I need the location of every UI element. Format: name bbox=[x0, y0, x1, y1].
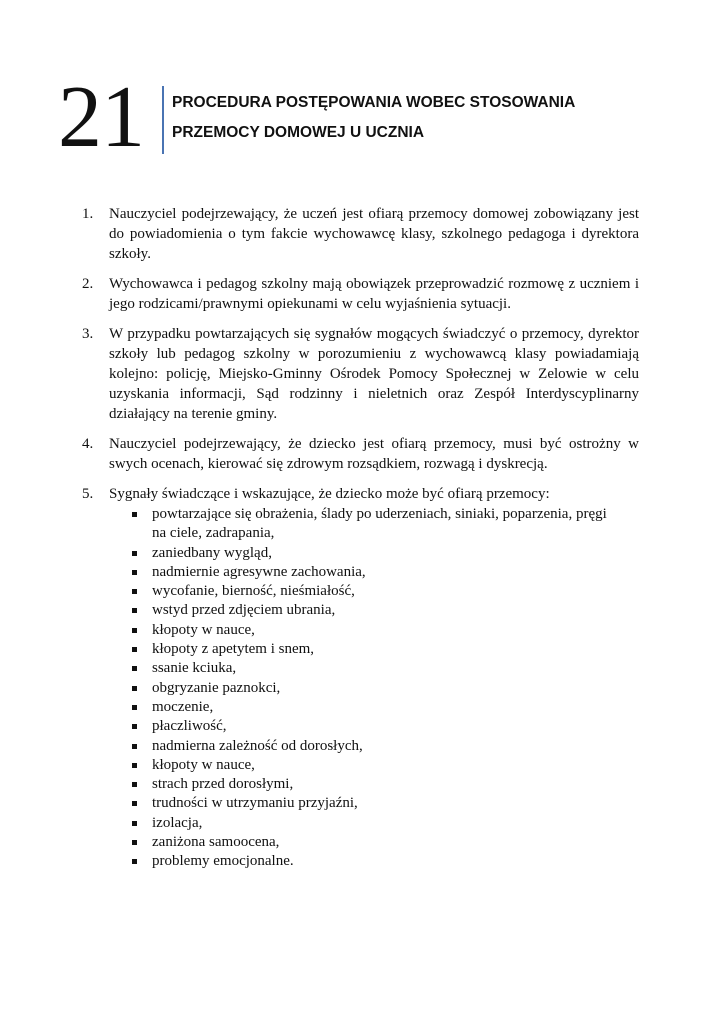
square-bullet-icon bbox=[132, 782, 137, 787]
item-text: Sygnały świadczące i wskazujące, że dziecko może być ofiarą przemocy: bbox=[109, 486, 550, 502]
item-number: 1. bbox=[82, 206, 94, 222]
list-item-text: kłopoty w nauce, bbox=[152, 621, 255, 638]
list-item-text: obgryzanie paznokci, bbox=[152, 679, 281, 696]
list-item bbox=[152, 794, 612, 813]
list-item-text: problemy emocjonalne. bbox=[152, 853, 294, 870]
list-item-text: nadmierna zależność od dorosłych, bbox=[152, 737, 363, 754]
chapter-header bbox=[58, 69, 658, 166]
square-bullet-icon bbox=[132, 724, 137, 729]
item-text: Wychowawca i pedagog szkolny mają obowiązek przeprowadzić rozmowę z uczniem i jego rodzicami/prawnymi opiekunami w celu wyjaśnienia sytuacji. bbox=[109, 276, 639, 312]
item-number: 3. bbox=[82, 326, 94, 342]
list-item-text: wstyd przed zdjęciem ubrania, bbox=[152, 602, 336, 619]
list-item bbox=[152, 679, 612, 698]
square-bullet-icon bbox=[132, 570, 137, 575]
list-item bbox=[152, 756, 612, 775]
header-divider bbox=[162, 86, 164, 154]
list-item bbox=[152, 698, 612, 717]
square-bullet-icon bbox=[132, 801, 137, 806]
item-text: W przypadku powtarzających się sygnałów mogących świadczyć o przemocy, dyrektor szkoły lub pedagog szkolny w porozumieniu z wychowawcą klasy powiadamiają kolejno: policję, Miejsko-Gminny Ośrodek Pomocy Społecznej w Zelowie w celu uzyskania informacji, Sąd rodzinny i nieletnich oraz Zespół Interdyscyplinarny działający na terenie gminy. bbox=[109, 326, 639, 422]
procedure-item bbox=[82, 274, 639, 314]
square-bullet-icon bbox=[132, 821, 137, 826]
page-title-line-2: PRZEMOCY DOMOWEJ U UCZNIA bbox=[172, 124, 425, 141]
list-item-text: zaniedbany wygląd, bbox=[152, 544, 272, 561]
square-bullet-icon bbox=[132, 840, 137, 845]
chapter-number: 21 bbox=[58, 69, 144, 166]
list-item bbox=[152, 505, 612, 544]
list-item bbox=[152, 717, 612, 736]
list-item-text: izolacja, bbox=[152, 814, 203, 831]
item-number: 2. bbox=[82, 276, 94, 292]
procedure-item bbox=[82, 484, 639, 872]
list-item bbox=[152, 775, 612, 794]
list-item-text: strach przed dorosłymi, bbox=[152, 776, 294, 793]
list-item bbox=[152, 544, 612, 563]
square-bullet-icon bbox=[132, 647, 137, 652]
square-bullet-icon bbox=[132, 666, 137, 671]
warning-signs-list bbox=[109, 505, 639, 872]
list-item bbox=[152, 601, 612, 620]
list-item-text: kłopoty w nauce, bbox=[152, 756, 255, 773]
item-text: Nauczyciel podejrzewający, że uczeń jest ofiarą przemocy domowej zobowiązany jest do powiadomienia o tym fakcie wychowawcę klasy, szkolnego pedagoga i dyrektora szkoły. bbox=[109, 206, 639, 262]
list-item bbox=[152, 582, 612, 601]
list-item bbox=[152, 852, 612, 871]
list-item-text: wycofanie, bierność, nieśmiałość, bbox=[152, 583, 355, 600]
list-item-text: powtarzające się obrażenia, ślady po uderzeniach, siniaki, poparzenia, pręgi na ciele, zadrapania, bbox=[152, 506, 607, 542]
page-title-line-1: PROCEDURA POSTĘPOWANIA WOBEC STOSOWANIA bbox=[172, 94, 576, 111]
square-bullet-icon bbox=[132, 512, 137, 517]
square-bullet-icon bbox=[132, 705, 137, 710]
procedure-item bbox=[82, 434, 639, 474]
square-bullet-icon bbox=[132, 686, 137, 691]
list-item-text: moczenie, bbox=[152, 698, 214, 715]
page-title bbox=[172, 88, 575, 148]
item-number: 4. bbox=[82, 436, 94, 452]
list-item-text: nadmiernie agresywne zachowania, bbox=[152, 563, 366, 580]
list-item bbox=[152, 814, 612, 833]
list-item bbox=[152, 833, 612, 852]
list-item-text: płaczliwość, bbox=[152, 718, 227, 735]
list-item bbox=[152, 621, 612, 640]
list-item-text: zaniżona samoocena, bbox=[152, 834, 280, 851]
square-bullet-icon bbox=[132, 763, 137, 768]
procedure-item bbox=[82, 204, 639, 264]
procedure-item bbox=[82, 324, 639, 424]
list-item bbox=[152, 659, 612, 678]
list-item bbox=[152, 563, 612, 582]
list-item bbox=[152, 640, 612, 659]
square-bullet-icon bbox=[132, 608, 137, 613]
list-item bbox=[152, 737, 612, 756]
list-item-text: ssanie kciuka, bbox=[152, 660, 237, 677]
list-item-text: trudności w utrzymaniu przyjaźni, bbox=[152, 795, 358, 812]
item-text: Nauczyciel podejrzewający, że dziecko jest ofiarą przemocy, musi być ostrożny w swych ocenach, kierować się zdrowym rozsądkiem, rozwagą i dyskrecją. bbox=[109, 436, 639, 472]
list-item-text: kłopoty z apetytem i snem, bbox=[152, 641, 315, 658]
square-bullet-icon bbox=[132, 859, 137, 864]
square-bullet-icon bbox=[132, 551, 137, 556]
square-bullet-icon bbox=[132, 744, 137, 749]
procedure-list bbox=[82, 204, 639, 882]
square-bullet-icon bbox=[132, 589, 137, 594]
item-number: 5. bbox=[82, 486, 94, 502]
square-bullet-icon bbox=[132, 628, 137, 633]
